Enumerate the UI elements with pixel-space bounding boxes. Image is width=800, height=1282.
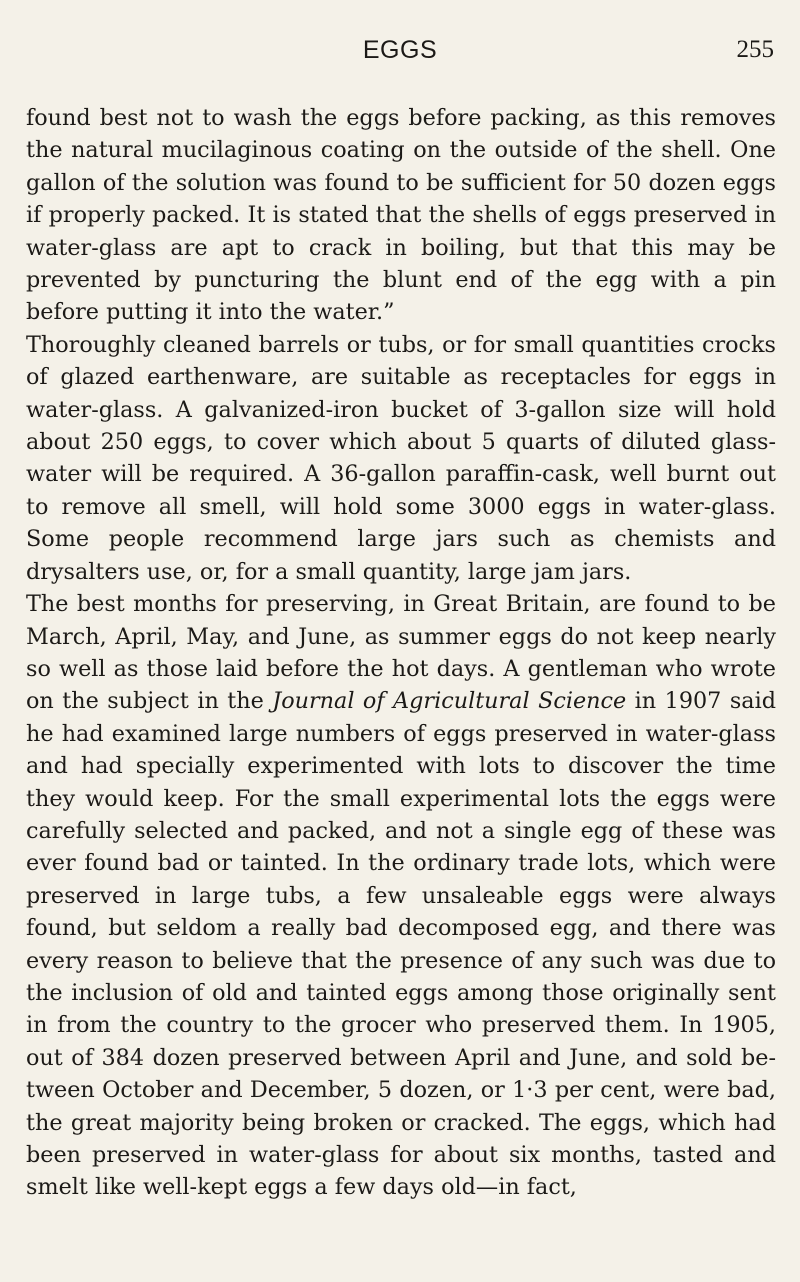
page-number: 255 — [736, 36, 774, 63]
paragraph-3 — [26, 588, 776, 1204]
running-title: EGGS — [362, 36, 438, 64]
paragraph-2: Thoroughly cleaned barrels or tubs, or for small quantities crocks of glazed earthenware, are suitable as receptacles for eggs in water-glass. A galvanized-iron bucket of 3-gallon size will hold about 250 eggs, to cover which about 5 quarts of diluted glass-water will be required. A 36-gallon paraffin-cask, well burnt out to remove all smell, will hold some 3000 eggs in water-glass. Some people recommend large jars such as chemists and drysalters use, or, for a small quantity, large jam jars. — [26, 331, 776, 585]
running-head — [0, 36, 800, 76]
paragraph-3-text-before: The best months for preserving, in Great Britain, are found to be March, April, May, and June, as summer eggs do not keep nearly so well as those laid before the hot days. A gentleman who wrote on the subject in the — [26, 591, 776, 715]
journal-title: Journal of Agricultural Science — [272, 688, 627, 715]
paragraph-1: found best not to wash the eggs before packing, as this removes the natural mucilaginous coating on the outside of the shell. One gallon of the solution was found to be sufficient for 50 dozen eggs if properly packed. It is stated that the shells of eggs preserved in water-glass are apt to crack in boiling, but that this may be prevented by puncturing the blunt end of the egg with a pin before putting it into the water.” — [26, 105, 776, 326]
body-text — [26, 102, 776, 1204]
paragraph-3-text-after: in 1907 said he had examined large numbers of eggs preserved in water-glass and had specially experimented with lots to discover the time they would keep. For the small experimental lots the eggs were carefully selected and packed, and not a single egg of these was ever found bad or tainted. In the ordinary trade lots, which were preserved in large tubs, a few unsaleable eggs were always found, but seldom a really bad decomposed egg, and there was every reason to believe that the presence of any such was due to the inclusion of old and tainted eggs among those originally sent in from the country to the grocer who preserved them. In 1905, out of 384 dozen preserved between April and June, and sold between October and December, 5 dozen, or 1·3 per cent, were bad, the great majority being broken or cracked. The eggs, which had been preserved in water-glass for about six months, tasted and smelt like well-kept eggs a few days old—in fact, — [26, 688, 776, 1201]
